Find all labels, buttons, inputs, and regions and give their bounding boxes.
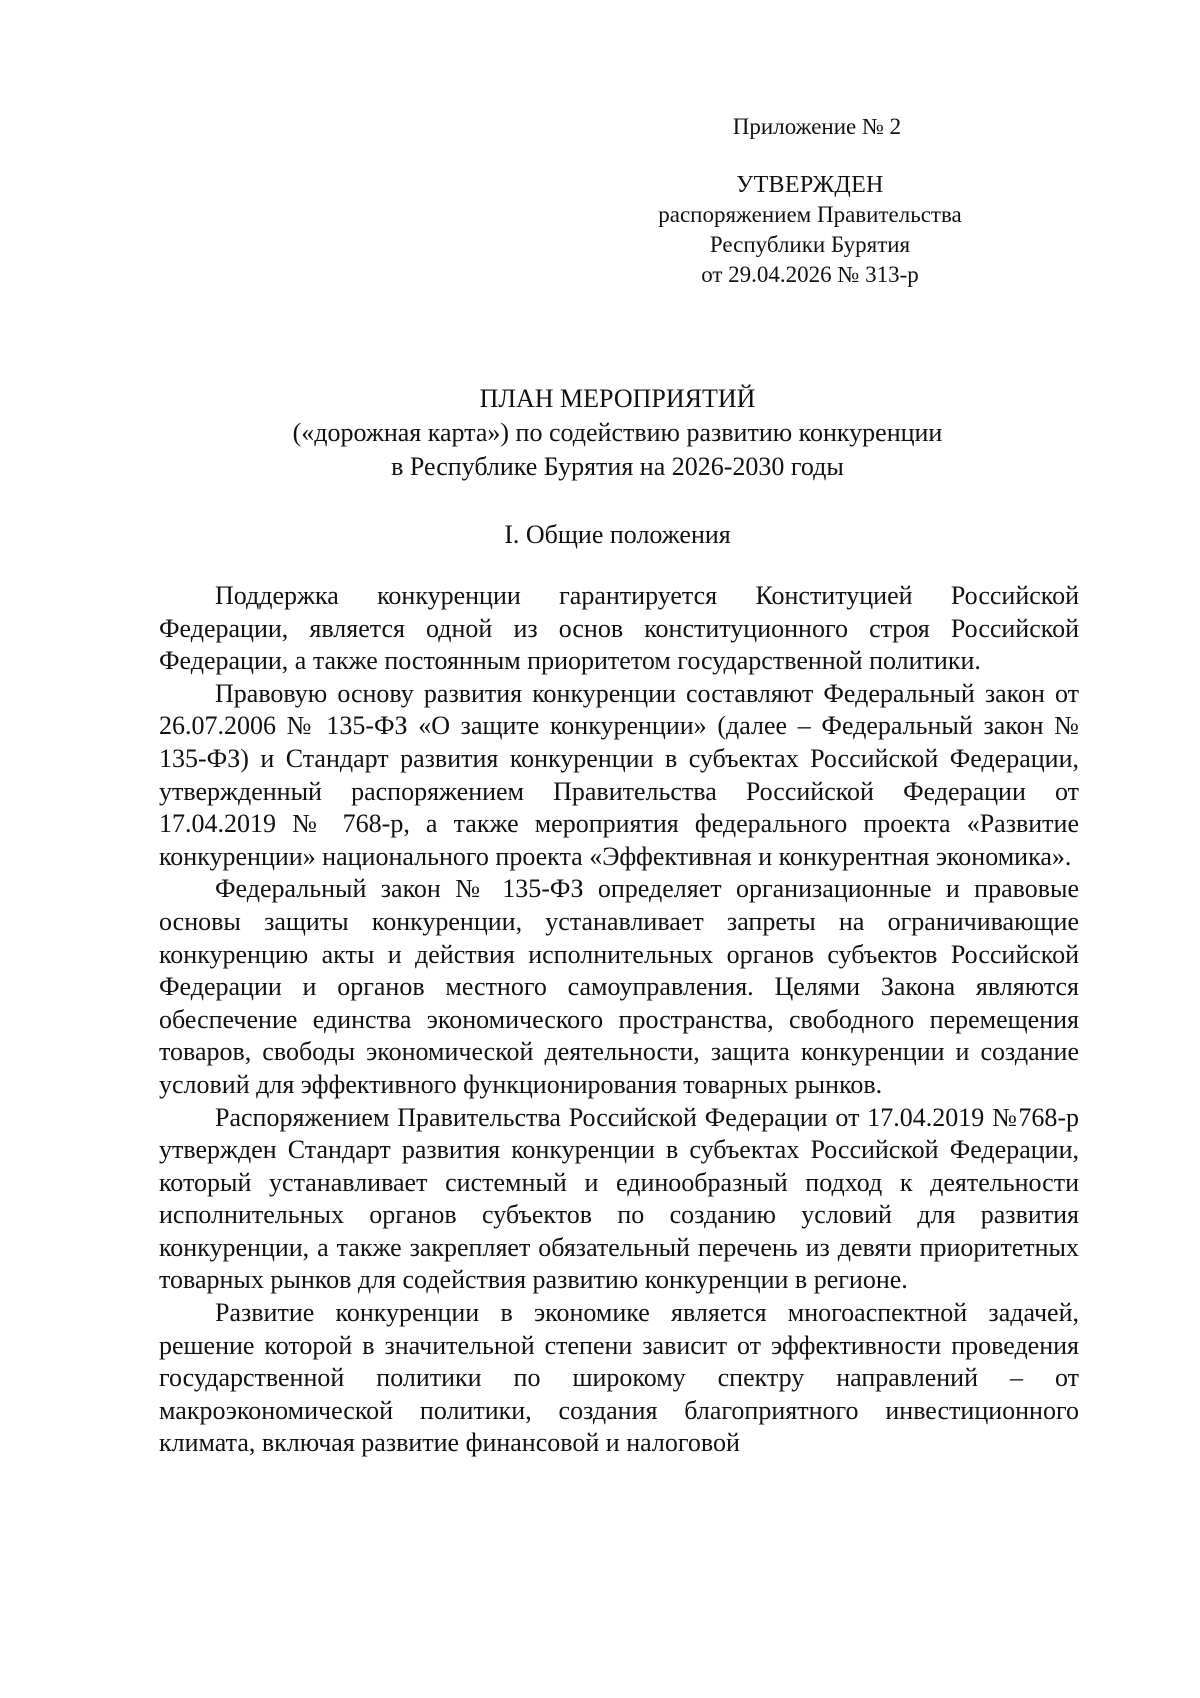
paragraph: Поддержка конкуренции гарантируется Конституцией Российской Федерации, является одной из основ конституционного строя Российской Федерации, а также постоянным приоритетом государственной политики. xyxy=(159,581,1079,676)
title-line-2: («дорожная карта») по содействию развитию конкуренции xyxy=(292,418,943,447)
title-line-1: ПЛАН МЕРОПРИЯТИЙ xyxy=(479,384,756,413)
approved-label: УТВЕРЖДЕН xyxy=(736,172,884,198)
paragraph: Правовую основу развития конкуренции составляют Федеральный закон от 26.07.2006 № 135-ФЗ «О защите конкуренции» (далее – Федеральный закон № 135-ФЗ) и Стандарт развития конкуренции в субъектах Российской Федерации, утвержденный распоряжением Правительства Российской Федерации от 17.04.2019 № 768-р, а также мероприятия федерального проекта «Развитие конкуренции» национального проекта «Эффективная и конкурентная экономика». xyxy=(159,678,1079,871)
approved-by-line-2: Республики Бурятия xyxy=(709,232,911,257)
approved-date: от 29.04.2026 № 313-р xyxy=(701,262,919,287)
title-line-3: в Республике Бурятия на 2026-2030 годы xyxy=(391,452,844,481)
approval-stamp-block xyxy=(640,112,980,290)
document-title xyxy=(160,382,1075,484)
appendix-label: Приложение № 2 xyxy=(732,114,902,139)
paragraph: Развитие конкуренции в экономике является многоаспектной задачей, решение которой в значительной степени зависит от эффективности проведения государственной политики по широкому спектру направлений – от макроэкономической политики, создания благоприятного инвестиционного климата, включая развитие финансовой и налоговой xyxy=(159,1298,1079,1458)
paragraph: Распоряжением Правительства Российской Федерации от 17.04.2019 №768-р утвержден Стандарт развития конкуренции в субъектах Российской Федерации, который устанавливает системный и единообразный подход к деятельности исполнительных органов субъектов по созданию условий для развития конкуренции, а также закрепляет обязательный перечень из девяти приоритетных товарных рынков для содействия развитию конкуренции в регионе. xyxy=(159,1102,1079,1295)
approved-by-line-1: распоряжением Правительства xyxy=(658,202,962,227)
body-text xyxy=(159,580,1079,1460)
paragraph: Федеральный закон № 135-ФЗ определяет организационные и правовые основы защиты конкуренции, устанавливает запреты на ограничивающие конкуренцию акты и действия исполнительных органов субъектов Российской Федерации и органов местного самоуправления. Целями Закона являются обеспечение единства экономического пространства, свободного перемещения товаров, свободы экономической деятельности, защита конкуренции и создание условий для эффективного функционирования товарных рынков. xyxy=(159,874,1079,1099)
section-heading: I. Общие положения xyxy=(504,520,731,549)
